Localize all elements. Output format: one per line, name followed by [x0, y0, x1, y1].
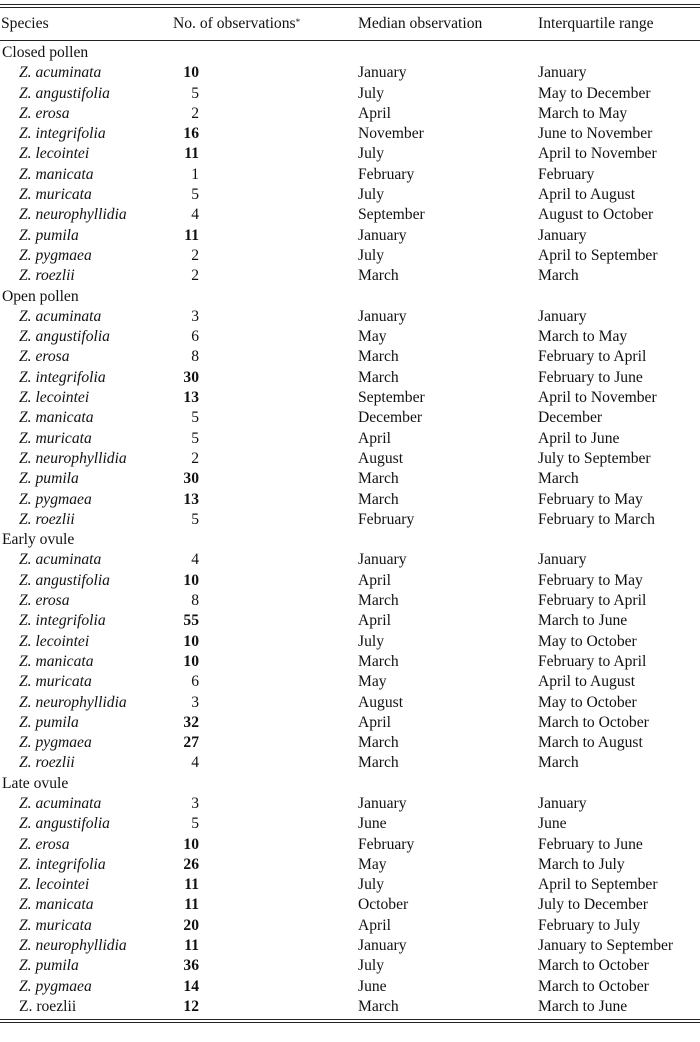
- iqr-cell: May to December: [538, 84, 651, 102]
- observations-cell: [173, 266, 358, 286]
- species-cell: Z. acuminata: [19, 64, 102, 82]
- observations-cell: [173, 246, 358, 266]
- median-cell: April: [358, 713, 391, 731]
- median-cell: March: [358, 592, 399, 610]
- observations-cell: [173, 713, 358, 733]
- median-cell: March: [358, 997, 399, 1015]
- median-cell: September: [358, 389, 425, 407]
- observations-value: 2: [191, 104, 199, 122]
- species-cell: Z. erosa: [19, 104, 70, 122]
- observations-cell: [173, 490, 358, 510]
- median-cell: March: [358, 490, 399, 508]
- observations-cell: [173, 611, 358, 631]
- group-heading: [0, 43, 700, 63]
- table-row: [0, 368, 700, 388]
- iqr-cell: January: [538, 226, 587, 244]
- median-cell: April: [358, 104, 391, 122]
- table-row: [0, 246, 700, 266]
- observations-value: 8: [191, 348, 199, 366]
- observations-value: 10: [183, 64, 199, 82]
- table-row: [0, 733, 700, 753]
- iqr-cell: March to May: [538, 104, 628, 122]
- species-cell: Z. muricata: [19, 186, 92, 204]
- iqr-cell: March: [538, 470, 579, 488]
- observations-value: 1: [191, 165, 199, 183]
- observations-value: 5: [191, 510, 199, 528]
- observations-value: 5: [191, 429, 199, 447]
- observations-value: 2: [191, 246, 199, 264]
- iqr-cell: February to May: [538, 571, 643, 589]
- observations-value: 5: [191, 186, 199, 204]
- observations-value: 10: [183, 571, 199, 589]
- median-cell: March: [358, 652, 399, 670]
- observations-value: 6: [191, 328, 199, 346]
- median-cell: March: [358, 368, 399, 386]
- species-cell: Z. lecointei: [19, 389, 90, 407]
- table-row: [0, 977, 700, 997]
- species-cell: Z. pumila: [19, 957, 79, 975]
- species-cell: Z. lecointei: [19, 632, 90, 650]
- iqr-cell: May to October: [538, 693, 637, 711]
- iqr-cell: March to May: [538, 328, 628, 346]
- observations-cell: [173, 895, 358, 915]
- table-row: [0, 936, 700, 956]
- iqr-cell: January: [538, 64, 587, 82]
- iqr-cell: July to September: [538, 449, 651, 467]
- species-cell: Z. angustifolia: [19, 571, 110, 589]
- observations-value: 36: [183, 957, 199, 975]
- header-median: Median observation: [358, 15, 483, 32]
- observations-cell: [173, 753, 358, 773]
- table-row: [0, 713, 700, 733]
- species-cell: Z. pumila: [19, 713, 79, 731]
- iqr-cell: February to May: [538, 490, 643, 508]
- observations-cell: [173, 165, 358, 185]
- observations-value: 2: [191, 267, 199, 285]
- table-row: [0, 469, 700, 489]
- species-cell: Z. neurophyllidia: [19, 206, 127, 224]
- iqr-cell: January: [538, 551, 587, 569]
- observations-value: 14: [183, 977, 199, 995]
- table-row: [0, 652, 700, 672]
- median-cell: April: [358, 429, 391, 447]
- observations-cell: [173, 368, 358, 388]
- observations-cell: [173, 652, 358, 672]
- table-row: [0, 855, 700, 875]
- observations-value: 3: [191, 307, 199, 325]
- observations-value: 13: [183, 490, 199, 508]
- observations-value: 16: [183, 125, 199, 143]
- table-row: [0, 84, 700, 104]
- table-row: [0, 307, 700, 327]
- species-cell: Z. integrifolia: [19, 368, 106, 386]
- iqr-cell: December: [538, 409, 603, 427]
- species-cell: Z. pygmaea: [19, 977, 92, 995]
- median-cell: August: [358, 693, 404, 711]
- median-cell: July: [358, 84, 384, 102]
- header-species: Species: [1, 15, 49, 32]
- group-label: Closed pollen: [2, 44, 89, 61]
- species-cell: Z. lecointei: [19, 145, 90, 163]
- species-cell: Z. erosa: [19, 592, 70, 610]
- observations-cell: [173, 429, 358, 449]
- iqr-cell: February: [538, 165, 595, 183]
- observations-cell: [173, 449, 358, 469]
- species-cell: Z. muricata: [19, 673, 92, 691]
- observations-value: 10: [183, 632, 199, 650]
- observations-cell: [173, 997, 358, 1017]
- observations-cell: [173, 550, 358, 570]
- iqr-cell: February to April: [538, 348, 647, 366]
- table-row: [0, 388, 700, 408]
- iqr-cell: March to June: [538, 997, 628, 1015]
- median-cell: December: [358, 409, 423, 427]
- iqr-cell: April to September: [538, 876, 658, 894]
- median-cell: March: [358, 348, 399, 366]
- iqr-cell: March: [538, 267, 579, 285]
- species-cell: Z. neurophyllidia: [19, 449, 127, 467]
- iqr-cell: February to March: [538, 510, 655, 528]
- observations-cell: [173, 591, 358, 611]
- observations-value: 13: [183, 389, 199, 407]
- observations-cell: [173, 124, 358, 144]
- iqr-cell: March to July: [538, 855, 625, 873]
- observations-cell: [173, 794, 358, 814]
- observations-cell: [173, 956, 358, 976]
- table-row: [0, 63, 700, 83]
- observations-cell: [173, 144, 358, 164]
- observations-value: 8: [191, 592, 199, 610]
- group-label: Early ovule: [2, 531, 75, 549]
- observations-value: 30: [183, 470, 199, 488]
- observations-cell: [173, 916, 358, 936]
- observations-value: 5: [191, 409, 199, 427]
- table-row: [0, 916, 700, 936]
- table-row: [0, 327, 700, 347]
- observations-cell: [173, 936, 358, 956]
- species-cell: Z. pygmaea: [19, 490, 92, 508]
- observations-value: 4: [191, 754, 199, 772]
- table-row: [0, 226, 700, 246]
- table-row: [0, 611, 700, 631]
- iqr-cell: April to August: [538, 673, 636, 691]
- observations-cell: [173, 855, 358, 875]
- observations-cell: [173, 307, 358, 327]
- header-iqr: Interquartile range: [538, 15, 654, 32]
- table-row: [0, 693, 700, 713]
- observations-value: 6: [191, 673, 199, 691]
- header-observations-label: No. of observations: [173, 15, 296, 32]
- observations-value: 2: [191, 449, 199, 467]
- species-cell: Z. pumila: [19, 470, 79, 488]
- observations-cell: [173, 408, 358, 428]
- species-cell: Z. angustifolia: [19, 328, 110, 346]
- observations-cell: [173, 977, 358, 997]
- species-cell: Z. acuminata: [19, 551, 102, 569]
- observations-value: 5: [191, 84, 199, 102]
- observations-value: 11: [184, 896, 199, 914]
- observations-cell: [173, 510, 358, 530]
- median-cell: July: [358, 246, 384, 264]
- observations-value: 11: [184, 226, 199, 244]
- species-cell: Z. integrifolia: [19, 612, 106, 630]
- median-cell: February: [358, 510, 415, 528]
- iqr-cell: June: [538, 815, 567, 833]
- species-cell: Z. neurophyllidia: [19, 937, 127, 955]
- observations-cell: [173, 835, 358, 855]
- table-row: [0, 266, 700, 286]
- observations-cell: [173, 469, 358, 489]
- observations-cell: [173, 693, 358, 713]
- observations-value: 11: [184, 876, 199, 894]
- observations-cell: [173, 63, 358, 83]
- observations-value: 3: [191, 693, 199, 711]
- iqr-cell: March to June: [538, 612, 628, 630]
- iqr-cell: February to June: [538, 835, 643, 853]
- group-label: Late ovule: [2, 774, 69, 792]
- observations-cell: [173, 347, 358, 367]
- median-cell: June: [358, 815, 387, 833]
- species-cell: Z. integrifolia: [19, 855, 106, 873]
- median-cell: July: [358, 876, 384, 894]
- table-row: [0, 794, 700, 814]
- footnote-mark: *: [295, 17, 301, 27]
- species-cell: Z. lecointei: [19, 876, 90, 894]
- median-cell: January: [358, 794, 407, 812]
- iqr-cell: May to October: [538, 632, 637, 650]
- median-cell: July: [358, 632, 384, 650]
- observations-value: 27: [183, 734, 199, 752]
- table-row: [0, 632, 700, 652]
- observations-cell: [173, 205, 358, 225]
- iqr-cell: March to October: [538, 977, 649, 995]
- observations-cell: [173, 814, 358, 834]
- species-cell: Z. roezlii: [19, 267, 75, 285]
- median-cell: March: [358, 734, 399, 752]
- iqr-cell: January to September: [538, 937, 674, 955]
- median-cell: July: [358, 145, 384, 163]
- header-observations: [173, 8, 358, 40]
- median-cell: April: [358, 571, 391, 589]
- median-cell: August: [358, 449, 404, 467]
- iqr-cell: February to April: [538, 592, 647, 610]
- observations-value: 3: [191, 794, 199, 812]
- observations-cell: [173, 226, 358, 246]
- group-heading: [0, 287, 700, 307]
- observations-cell: [173, 733, 358, 753]
- species-cell: Z. acuminata: [19, 794, 102, 812]
- iqr-cell: April to August: [538, 186, 636, 204]
- observations-value: 5: [191, 815, 199, 833]
- bottom-rule-second: [0, 1022, 700, 1023]
- species-cell: Z. acuminata: [19, 307, 102, 325]
- iqr-cell: March to October: [538, 713, 649, 731]
- table-row: [0, 753, 700, 773]
- table-row: [0, 165, 700, 185]
- iqr-cell: April to September: [538, 246, 658, 264]
- observations-cell: [173, 571, 358, 591]
- species-cell: Z. angustifolia: [19, 815, 110, 833]
- median-cell: April: [358, 916, 391, 934]
- observations-cell: [173, 632, 358, 652]
- iqr-cell: March: [538, 754, 579, 772]
- median-cell: October: [358, 896, 409, 914]
- table-row: [0, 956, 700, 976]
- observations-cell: [173, 327, 358, 347]
- observations-value: 10: [183, 835, 199, 853]
- median-cell: January: [358, 937, 407, 955]
- table-row: [0, 510, 700, 530]
- median-cell: May: [358, 855, 387, 873]
- median-cell: March: [358, 470, 399, 488]
- iqr-cell: July to December: [538, 896, 648, 914]
- species-cell: Z. roezlii: [19, 997, 77, 1015]
- observations-value: 4: [191, 206, 199, 224]
- table-row: [0, 408, 700, 428]
- table-row: [0, 144, 700, 164]
- species-cell: Z. roezlii: [19, 510, 75, 528]
- median-cell: January: [358, 307, 407, 325]
- observations-value: 20: [183, 916, 199, 934]
- species-cell: Z. roezlii: [19, 754, 75, 772]
- median-cell: November: [358, 125, 424, 143]
- species-cell: Z. pygmaea: [19, 246, 92, 264]
- group-heading: [0, 530, 700, 550]
- median-cell: February: [358, 835, 415, 853]
- species-cell: Z. pygmaea: [19, 734, 92, 752]
- table-row: [0, 571, 700, 591]
- iqr-cell: February to June: [538, 368, 643, 386]
- table-row: [0, 875, 700, 895]
- table-row: [0, 124, 700, 144]
- median-cell: January: [358, 551, 407, 569]
- species-cell: Z. manicata: [19, 165, 94, 183]
- observations-cell: [173, 672, 358, 692]
- table-row: [0, 835, 700, 855]
- species-cell: Z. erosa: [19, 348, 70, 366]
- iqr-cell: April to November: [538, 389, 657, 407]
- iqr-cell: March to August: [538, 734, 643, 752]
- median-cell: May: [358, 328, 387, 346]
- observations-value: 10: [183, 652, 199, 670]
- observations-cell: [173, 84, 358, 104]
- observations-cell: [173, 185, 358, 205]
- observations-value: 26: [183, 855, 199, 873]
- median-cell: February: [358, 165, 415, 183]
- iqr-cell: January: [538, 794, 587, 812]
- table-row: [0, 429, 700, 449]
- median-cell: March: [358, 754, 399, 772]
- table-row: [0, 997, 700, 1017]
- median-cell: March: [358, 267, 399, 285]
- median-cell: September: [358, 206, 425, 224]
- table-row: [0, 591, 700, 611]
- table-row: [0, 672, 700, 692]
- iqr-cell: April to June: [538, 429, 620, 447]
- observations-cell: [173, 388, 358, 408]
- observations-value: 11: [184, 145, 199, 163]
- table-row: [0, 550, 700, 570]
- table-header: [0, 8, 700, 40]
- observations-cell: [173, 104, 358, 124]
- species-cell: Z. pumila: [19, 226, 79, 244]
- species-cell: Z. manicata: [19, 896, 94, 914]
- observations-value: 55: [183, 612, 199, 630]
- iqr-cell: June to November: [538, 125, 653, 143]
- table-row: [0, 347, 700, 367]
- species-cell: Z. manicata: [19, 652, 94, 670]
- species-cell: Z. muricata: [19, 429, 92, 447]
- median-cell: July: [358, 186, 384, 204]
- species-cell: Z. erosa: [19, 835, 70, 853]
- iqr-cell: April to November: [538, 145, 657, 163]
- table-row: [0, 490, 700, 510]
- iqr-cell: February to April: [538, 652, 647, 670]
- iqr-cell: March to October: [538, 957, 649, 975]
- observations-value: 12: [183, 997, 199, 1015]
- observations-value: 30: [183, 368, 199, 386]
- median-cell: January: [358, 226, 407, 244]
- table-row: [0, 814, 700, 834]
- iqr-cell: January: [538, 307, 587, 325]
- median-cell: May: [358, 673, 387, 691]
- iqr-cell: August to October: [538, 206, 654, 224]
- iqr-cell: February to July: [538, 916, 641, 934]
- median-cell: July: [358, 957, 384, 975]
- species-cell: Z. angustifolia: [19, 84, 110, 102]
- table-row: [0, 104, 700, 124]
- group-heading: [0, 774, 700, 794]
- group-label: Open pollen: [2, 287, 79, 305]
- table-row: [0, 205, 700, 225]
- species-cell: Z. neurophyllidia: [19, 693, 127, 711]
- table-row: [0, 185, 700, 205]
- table-row: [0, 449, 700, 469]
- table-row: [0, 895, 700, 915]
- observations-value: 11: [184, 937, 199, 955]
- observations-value: 32: [183, 713, 199, 731]
- species-cell: Z. manicata: [19, 409, 94, 427]
- observations-value: 4: [191, 551, 199, 569]
- median-cell: January: [358, 64, 407, 82]
- median-cell: June: [358, 977, 387, 995]
- species-cell: Z. muricata: [19, 916, 92, 934]
- species-cell: Z. integrifolia: [19, 125, 106, 143]
- median-cell: April: [358, 612, 391, 630]
- observations-cell: [173, 875, 358, 895]
- table-body: [0, 43, 700, 1017]
